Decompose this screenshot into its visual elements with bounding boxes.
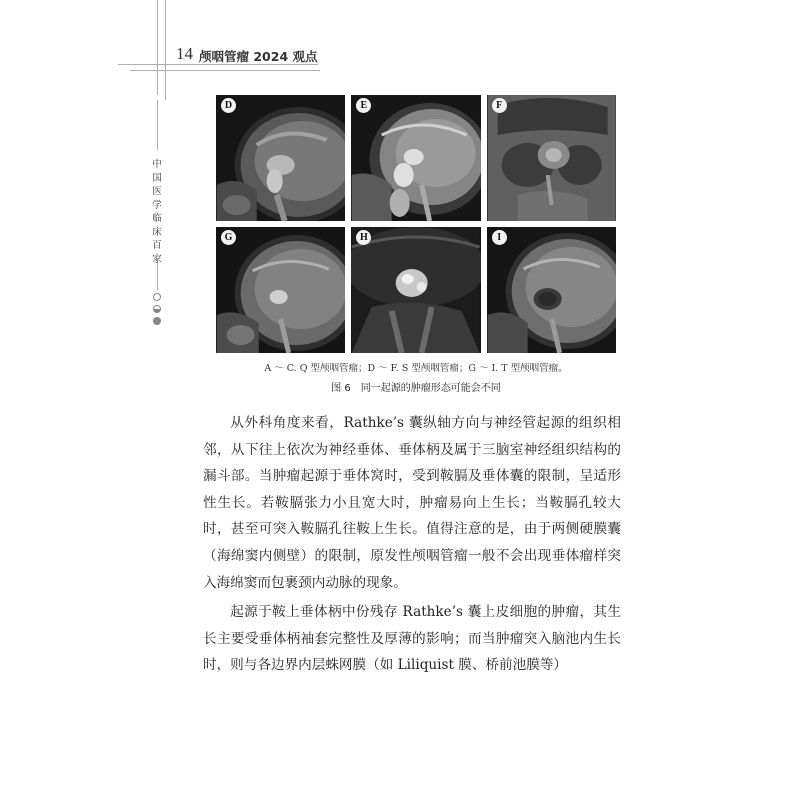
series-name: 中国医学临床百家 (152, 159, 162, 265)
figure-caption: 图 6 同一起源的肿瘤形态可能会不同 (331, 383, 501, 394)
figure-note: A ～ C. Q 型颅咽管瘤；D ～ F. S 型颅咽管瘤；G ～ I. T 型颅咽管瘤。 (264, 363, 568, 374)
mri-panel (216, 95, 345, 221)
mri-scan-image (351, 95, 480, 221)
panel-label: E (356, 98, 371, 113)
mri-panel (351, 227, 480, 353)
side-line-top (157, 100, 158, 150)
mri-panel (487, 227, 616, 353)
mri-scan-image (351, 227, 480, 353)
paragraph: 起源于鞍上垂体柄中份残存 Rathke’s 囊上皮细胞的肿瘤，其生长主要受垂体柄袖套完整性及厚薄的影响；而当肿瘤突入脑池内生长时，则与各边界内层蛛网膜（如 Liliquist 膜、桥前池膜等） (203, 604, 621, 674)
frame-line-horizontal-2 (130, 70, 320, 71)
mri-panel (216, 227, 345, 353)
body-text (203, 410, 621, 682)
frame-line-vertical-1 (157, 0, 158, 95)
frame-line-vertical-2 (165, 0, 166, 100)
paragraph: 从外科角度来看，Rathke’s 囊纵轴方向与神经管起源的组织相邻，从下往上依次为神经垂体、垂体柄及属于三脑室神经组织结构的漏斗部。当肿瘤起源于垂体窝时，受到鞍膈及垂体囊的限制，呈适形性生长。若鞍膈张力小且宽大时，肿瘤易向上生长；当鞍膈孔较大时，甚至可突入鞍膈孔往鞍上生长。值得注意的是，由于两侧硬膜囊（海绵窦内侧壁）的限制，原发性颅咽管瘤一般不会出现垂体瘤样突入海绵窦而包裹颈内动脉的现象。 (203, 415, 621, 591)
filled-circle-icon (153, 317, 161, 325)
mri-panel (487, 95, 616, 221)
mri-scan-image (216, 227, 345, 353)
panel-label: D (221, 98, 236, 113)
side-dots (151, 293, 163, 329)
panel-label: G (221, 230, 236, 245)
mri-scan-image (487, 95, 616, 221)
panel-label: H (356, 230, 371, 245)
empty-circle-icon (153, 293, 161, 301)
page-number: 14 (176, 44, 193, 63)
mri-panel (351, 95, 480, 221)
panel-label: F (492, 98, 507, 113)
book-title: 颅咽管瘤 2024 观点 (199, 49, 318, 64)
mri-scan-image (487, 227, 616, 353)
mri-figure (216, 95, 616, 353)
panel-label: I (492, 230, 507, 245)
mri-scan-image (216, 95, 345, 221)
half-circle-icon (153, 305, 161, 313)
side-line-bottom (157, 262, 158, 290)
